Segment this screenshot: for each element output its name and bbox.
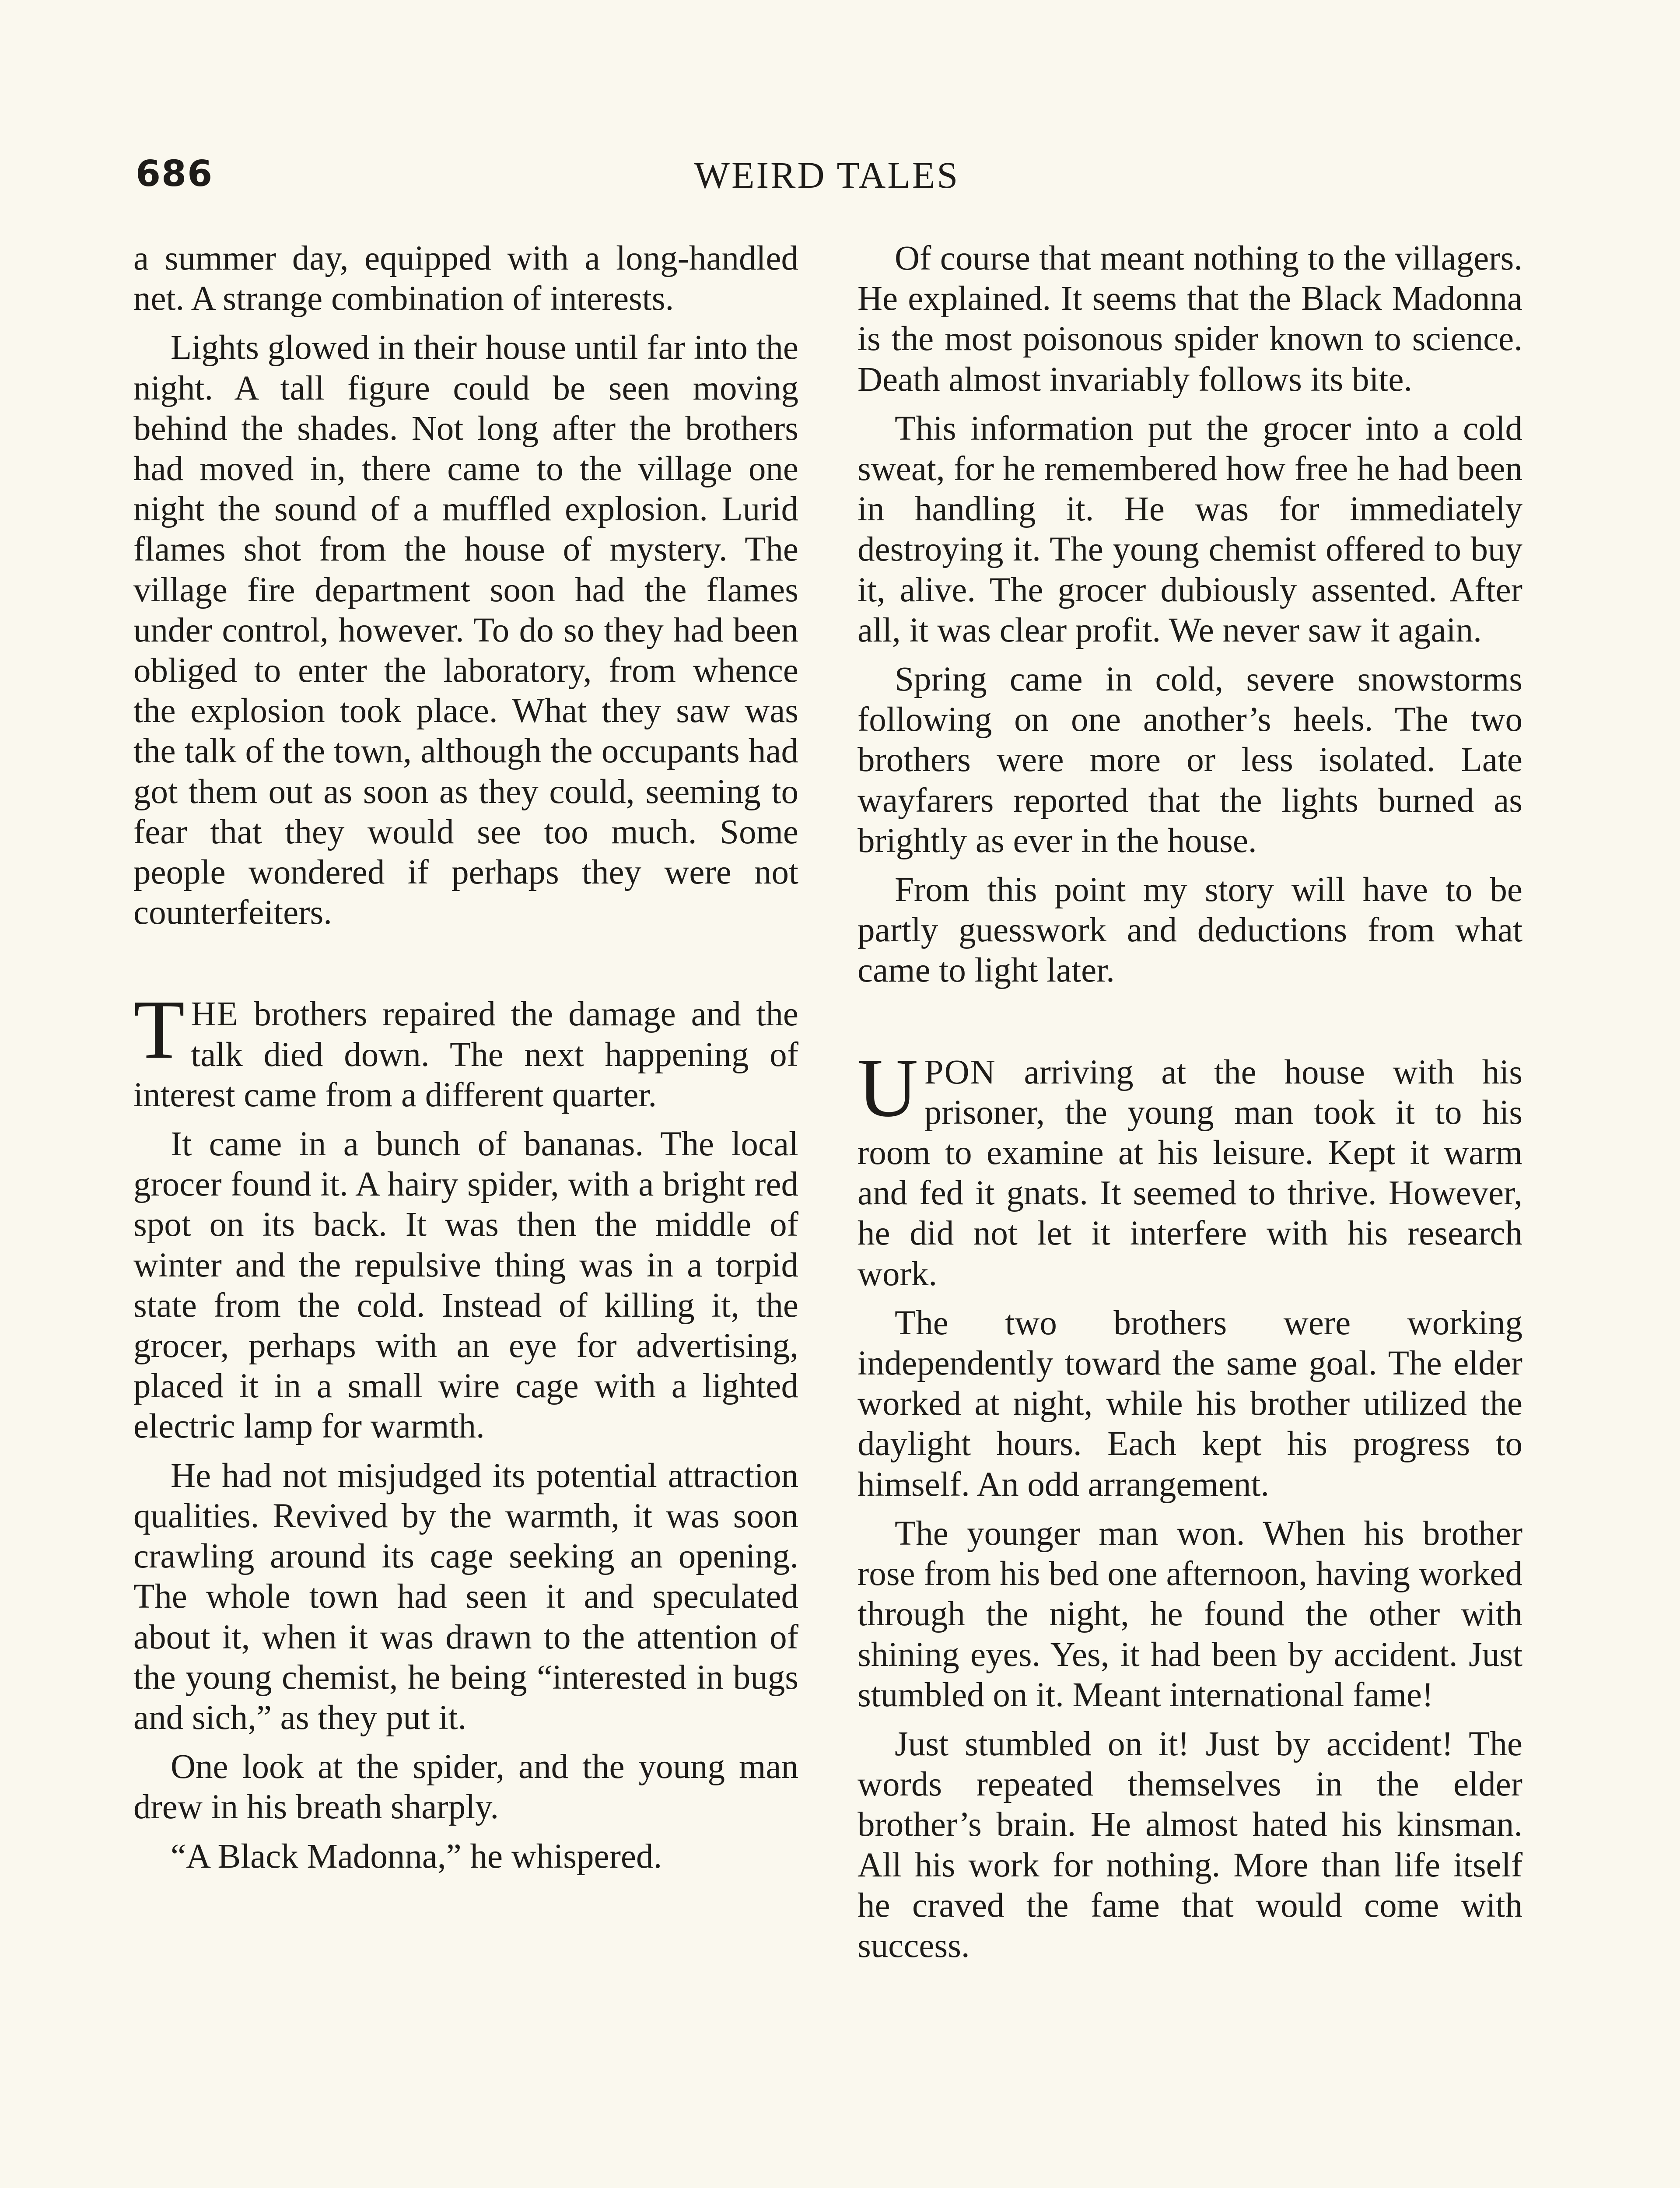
page-header [136,153,1518,201]
paragraph [858,1041,1522,1294]
drop-cap: U [858,1041,918,1134]
section-break [858,1000,1522,1052]
paragraph: Of course that meant nothing to the villagers. He explained. It seems that the Black Madonna is the most poisonous spider known to science. Death almost invariably follows its bite. [858,239,1522,399]
paragraph: Spring came in cold, severe snowstorms following on one another’s heels. The two brothers were more or less isolated. Late wayfarers reported that the lights burned as brightly as ever in the house. [858,660,1522,860]
paragraph-text: arriving at the house with his prisoner, the young man took it to his room to examine at his leisure. Kept it warm and fed it gnats. It seemed to thrive. However, he did not let it interfere with his research work. [858,1053,1522,1293]
paragraph-text: brothers repaired the damage and the talk died down. The next happening of interest came from a different quarter. [133,995,798,1114]
small-caps-lead: PON [924,1053,996,1091]
running-title: WEIRD TALES [694,154,960,196]
left-column [133,238,798,1886]
paragraph: Just stumbled on it! Just by accident! The words repeated themselves in the elder brother’s brain. He almost hated his kinsman. All his work for nothing. More than life itself he craved the fame that would come with success. [858,1725,1522,1965]
paragraph: The two brothers were working independently toward the same goal. The elder worked at night, while his brother utilized the daylight hours. Each kept his progress to himself. An odd arrangement. [858,1304,1522,1504]
paragraph: He had not misjudged its potential attraction qualities. Revived by the warmth, it was soon crawling around its cage seeking an opening. The whole town had seen it and speculated about it, when it was drawn to the attention of the young chemist, he being “interested in bugs and sich,” as they put it. [133,1456,798,1737]
right-column [858,238,1522,1975]
paragraph: One look at the spider, and the young man drew in his breath sharply. [133,1748,798,1827]
paragraph: It came in a bunch of bananas. The local grocer found it. A hairy spider, with a bright red spot on its back. It was then the middle of winter and the repulsive thing was in a torpid state from the cold. Instead of killing it, the grocer, perhaps with an eye for advertising, placed it in a small wire cage with a lighted electric lamp for warmth. [133,1125,798,1446]
paragraph: “A Black Madonna,” he whispered. [171,1837,662,1876]
page-number: 686 [136,153,214,195]
small-caps-lead: HE [191,995,239,1034]
section-break [133,942,798,994]
paragraph [133,983,798,1115]
paragraph: Lights glowed in their house until far into the night. A tall figure could be seen moving behind the shades. Not long after the brothers had moved in, there came to the village one night the sound of a muffled explosion. Lurid flames shot from the house of mystery. The village fire department soon had the flames under control, however. To do so they had been obliged to enter the laboratory, from whence the explosion took place. What they saw was the talk of the town, although the occupants had got them out as soon as they could, seeming to fear that they would see too much. Some people wondered if perhaps they were not counterfeiters. [133,329,798,932]
paragraph: This information put the grocer into a cold sweat, for he remembered how free he had been in handling it. He was for immediately destroying it. The young chemist offered to buy it, alive. The grocer dubiously assented. After all, it was clear profit. We never saw it again. [858,409,1522,649]
paragraph: The younger man won. When his brother rose from his bed one afternoon, having worked through the night, he found the other with shining eyes. Yes, it had been by accident. Just stumbled on it. Meant international fame! [858,1514,1522,1714]
paragraph: a summer day, equipped with a long-handled net. A strange combination of interests. [133,239,798,318]
drop-cap: T [133,983,185,1076]
paragraph: From this point my story will have to be partly guesswork and deductions from what came to light later. [858,871,1522,990]
